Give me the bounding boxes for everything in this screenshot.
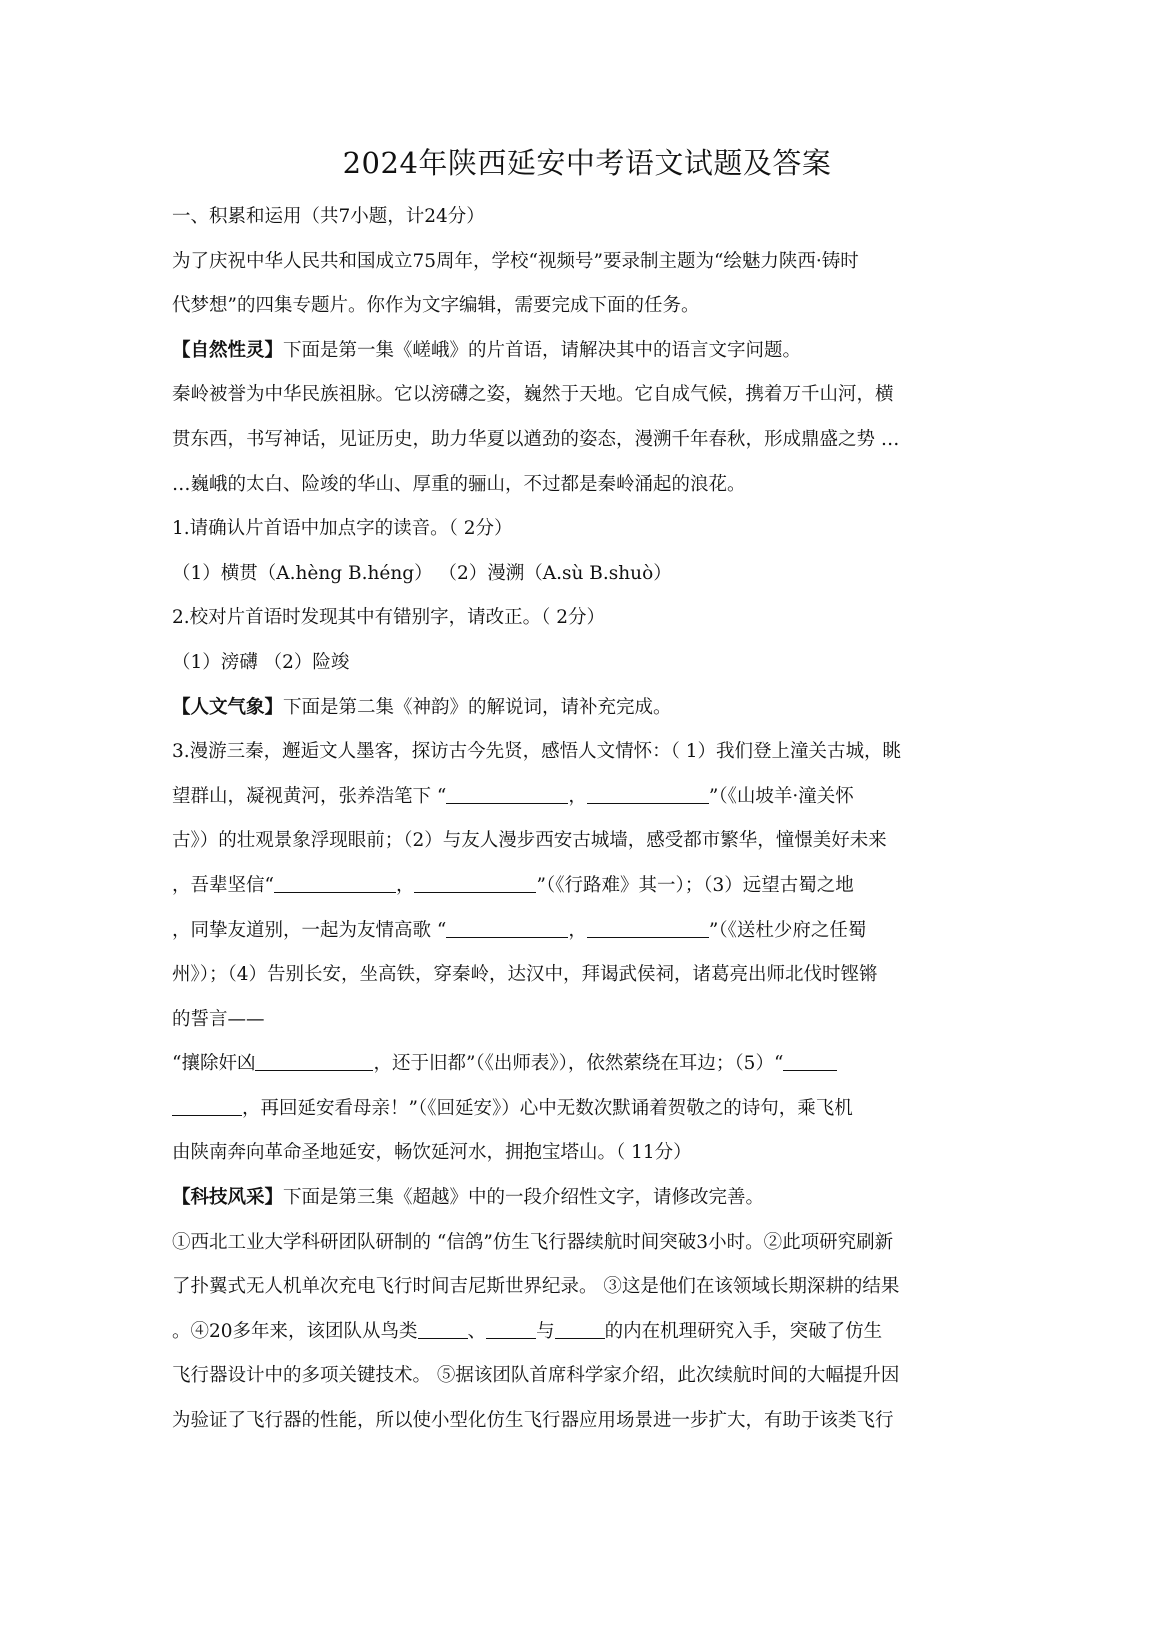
document-title: 2024年陕西延安中考语文试题及答案	[342, 146, 832, 180]
answer-blank[interactable]	[446, 917, 568, 938]
part2-tag: 【人文气象】	[172, 696, 284, 718]
q3-line-2	[172, 775, 988, 820]
q1-options: （1）横贯（A.hèng B.héng） （2）漫溯（A.sù B.shuò）	[172, 562, 672, 584]
passage3-line-1: ①西北工业大学科研团队研制的 “信鸽”仿生飞行器续航时间突破3小时。②此项研究刷新	[172, 1231, 894, 1253]
q3-line-4-text-c: ”（《行路难》其一）；（3）远望古蜀之地	[536, 874, 854, 896]
passage3-line-3-text-b: 、	[467, 1320, 487, 1342]
answer-blank[interactable]	[587, 783, 709, 804]
answer-blank[interactable]	[172, 1095, 242, 1116]
section-heading: 一、积累和运用（共7小题，计24分）	[172, 206, 485, 227]
q3-line-4-text-b: ，	[395, 874, 415, 896]
q3-line-6: 州》）；（4）告别长安，坐高铁，穿秦岭，达汉中，拜谒武侯祠，诸葛亮出师北伐时铿锵	[172, 964, 878, 986]
answer-blank[interactable]	[274, 872, 396, 893]
part1-heading	[172, 329, 988, 374]
q3-line-5-text-c: ”（《送杜少府之任蜀	[708, 919, 867, 941]
answer-blank[interactable]	[255, 1050, 373, 1071]
passage3-line-3	[172, 1310, 988, 1355]
part3-tag: 【科技风采】	[172, 1187, 284, 1209]
q2-options: （1）滂礴 （2）险竣	[172, 651, 350, 673]
q3-line-2-text-c: ”（《山坡羊·潼关怀	[708, 785, 854, 807]
part3-text: 下面是第三集《超越》中的一段介绍性文字，请修改完善。	[283, 1187, 765, 1209]
passage3-line-3-text-c: 与	[536, 1320, 555, 1342]
q3-line-5-text-a: ，同挚友道别，一起为友情高歌 “	[172, 919, 447, 941]
q3-line-10: 由陕南奔向革命圣地延安，畅饮延河水，拥抱宝塔山。（ 11分）	[172, 1142, 692, 1164]
intro-line-2: 代梦想”的四集专题片。你作为文字编辑，需要完成下面的任务。	[172, 295, 700, 317]
part1-text: 下面是第一集《嵯峨》的片首语，请解决其中的语言文字问题。	[283, 339, 802, 361]
q3-line-8	[172, 1042, 988, 1087]
passage3-line-5: 为验证了飞行器的性能，所以使小型化仿生飞行器应用场景进一步扩大，有助于该类飞行	[172, 1410, 894, 1432]
answer-blank[interactable]	[555, 1318, 605, 1339]
answer-blank[interactable]	[414, 872, 536, 893]
q3-line-9-text: ，再回延安看母亲！”（《回延安》）心中无数次默诵着贺敬之的诗句，乘飞机	[242, 1097, 853, 1119]
q3-line-4-text-a: ，吾辈坚信“	[172, 874, 274, 896]
part2-text: 下面是第二集《神韵》的解说词，请补充完成。	[283, 696, 672, 718]
q3-line-9	[172, 1087, 988, 1132]
q3-line-8-text-b: ，还于旧都”（《出师表》），依然萦绕在耳边；（5）“	[373, 1053, 784, 1075]
passage3-line-4: 飞行器设计中的多项关键技术。 ⑤据该团队首席科学家介绍，此次续航时间的大幅提升因	[172, 1365, 900, 1387]
answer-blank[interactable]	[418, 1318, 468, 1339]
q3-line-2-text-b: ，	[568, 785, 587, 807]
part2-heading	[172, 686, 988, 731]
part3-heading	[172, 1176, 988, 1221]
passage3-line-2: 了扑翼式无人机单次充电飞行时间吉尼斯世界纪录。 ③这是他们在该领域长期深耕的结果	[172, 1276, 900, 1298]
answer-blank[interactable]	[446, 783, 568, 804]
intro-line-1: 为了庆祝中华人民共和国成立75周年，学校“视频号”要录制主题为“绘魅力陕西·铸时	[172, 250, 859, 272]
passage-line-1: 秦岭被誉为中华民族祖脉。它以滂礴之姿，巍然于天地。它自成气候，携着万千山河，横	[172, 384, 894, 406]
q2-stem: 2.校对片首语时发现其中有错别字，请改正。（ 2分）	[172, 607, 606, 629]
passage-line-3: …巍峨的太白、险竣的华山、厚重的骊山，不过都是秦岭涌起的浪花。	[172, 473, 746, 495]
q3-line-5-text-b: ，	[568, 919, 587, 941]
answer-blank[interactable]	[783, 1050, 837, 1071]
q3-line-7: 的誓言——	[172, 1008, 265, 1030]
answer-blank[interactable]	[587, 917, 709, 938]
q3-line-1: 3.漫游三秦，邂逅文人墨客，探访古今先贤，感悟人文情怀：（ 1）我们登上潼关古城，眺	[172, 741, 902, 763]
q3-line-8-text-a: “攘除奸凶	[172, 1053, 256, 1075]
passage3-line-3-text-a: 。④20多年来，该团队从鸟类	[172, 1320, 418, 1342]
q3-line-5	[172, 909, 988, 954]
q1-stem: 1.请确认片首语中加点字的读音。（ 2分）	[172, 518, 513, 540]
answer-blank[interactable]	[486, 1318, 536, 1339]
part1-tag: 【自然性灵】	[172, 339, 284, 361]
q3-line-3: 古》）的壮观景象浮现眼前；（2）与友人漫步西安古城墙，感受都市繁华，憧憬美好未来	[172, 830, 887, 852]
q3-line-2-text-a: 望群山，凝视黄河，张养浩笔下 “	[172, 785, 447, 807]
passage3-line-3-text-d: 的内在机理研究入手，突破了仿生	[604, 1320, 883, 1342]
q3-line-4	[172, 864, 988, 909]
passage-line-2: 贯东西，书写神话，见证历史，助力华夏以遒劲的姿态，漫溯千年春秋，形成鼎盛之势 …	[172, 428, 900, 450]
